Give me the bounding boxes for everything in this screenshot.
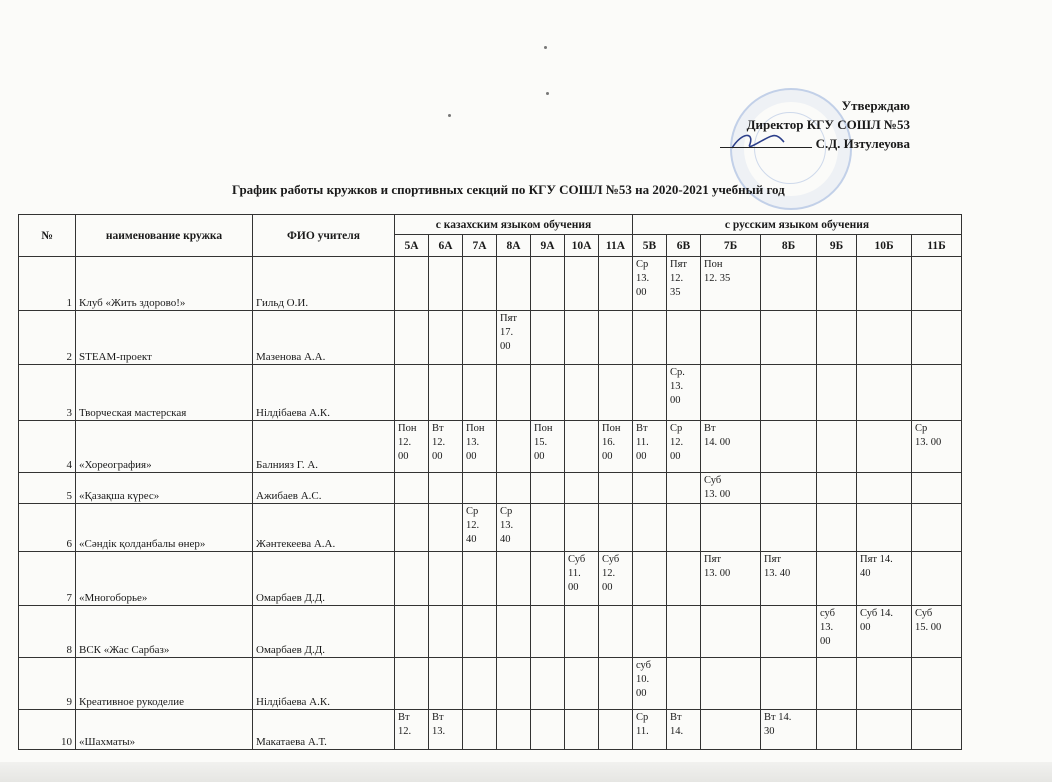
schedule-cell (701, 504, 761, 552)
schedule-cell (912, 710, 962, 750)
schedule-cell: Ср. 13. 00 (667, 365, 701, 421)
row-number: 2 (19, 311, 76, 365)
schedule-cell (463, 257, 497, 311)
schedule-cell (761, 311, 817, 365)
schedule-cell (565, 504, 599, 552)
approval-heading: Утверждаю (841, 98, 910, 113)
row-number: 1 (19, 257, 76, 311)
schedule-cell (857, 257, 912, 311)
schedule-cell: Пон 16. 00 (599, 421, 633, 473)
row-number: 7 (19, 552, 76, 606)
schedule-cell (531, 504, 565, 552)
table-row (19, 365, 962, 421)
schedule-cell (857, 658, 912, 710)
schedule-cell (857, 311, 912, 365)
row-number: 3 (19, 365, 76, 421)
schedule-cell (565, 710, 599, 750)
header-class: 8А (497, 235, 531, 257)
schedule-cell: Суб 14. 00 (857, 606, 912, 658)
club-name: «Многоборье» (76, 552, 253, 606)
schedule-cell (761, 257, 817, 311)
club-name: Креативное рукоделие (76, 658, 253, 710)
schedule-cell (633, 473, 667, 504)
schedule-cell (599, 606, 633, 658)
schedule-cell (497, 365, 531, 421)
club-name: Творческая мастерская (76, 365, 253, 421)
schedule-cell: Ср 13. 00 (633, 257, 667, 311)
schedule-cell (633, 606, 667, 658)
header-teacher: ФИО учителя (253, 215, 395, 257)
schedule-cell (429, 606, 463, 658)
schedule-cell (531, 365, 565, 421)
schedule-cell (817, 365, 857, 421)
schedule-cell: суб 10. 00 (633, 658, 667, 710)
schedule-cell (633, 311, 667, 365)
schedule-cell (463, 658, 497, 710)
schedule-cell (531, 710, 565, 750)
schedule-cell (429, 311, 463, 365)
schedule-cell (633, 552, 667, 606)
table-row (19, 658, 962, 710)
schedule-cell (463, 606, 497, 658)
row-number: 4 (19, 421, 76, 473)
schedule-cell (912, 311, 962, 365)
teacher-name: Ажибаев А.С. (253, 473, 395, 504)
teacher-name: Гильд О.И. (253, 257, 395, 311)
table-row (19, 606, 962, 658)
schedule-cell (395, 365, 429, 421)
schedule-cell: Ср 11. (633, 710, 667, 750)
schedule-cell (531, 658, 565, 710)
schedule-cell (497, 257, 531, 311)
row-number: 10 (19, 710, 76, 750)
teacher-name: Мазенова А.А. (253, 311, 395, 365)
schedule-cell: Ср 13. 40 (497, 504, 531, 552)
table-row (19, 552, 962, 606)
schedule-cell: Суб 12. 00 (599, 552, 633, 606)
schedule-cell (599, 257, 633, 311)
schedule-cell: Пон 12. 00 (395, 421, 429, 473)
schedule-cell (912, 658, 962, 710)
schedule-cell: Пят 12. 35 (667, 257, 701, 311)
row-number: 8 (19, 606, 76, 658)
schedule-cell: Вт 13. (429, 710, 463, 750)
schedule-cell: Пон 15. 00 (531, 421, 565, 473)
header-group-kazakh: с казахским языком обучения (395, 215, 633, 235)
schedule-cell (817, 710, 857, 750)
schedule-table (18, 214, 962, 750)
schedule-cell (912, 552, 962, 606)
schedule-cell (463, 473, 497, 504)
schedule-cell (497, 552, 531, 606)
schedule-cell: Пят 13. 00 (701, 552, 761, 606)
schedule-cell (633, 504, 667, 552)
table-row (19, 257, 962, 311)
schedule-cell: Вт 14. 00 (701, 421, 761, 473)
teacher-name: Нілдібаева А.К. (253, 658, 395, 710)
table-row (19, 311, 962, 365)
header-class: 5А (395, 235, 429, 257)
speck (448, 114, 451, 117)
schedule-cell (497, 421, 531, 473)
schedule-cell (599, 710, 633, 750)
header-num: № (19, 215, 76, 257)
schedule-cell (429, 365, 463, 421)
header-class: 7Б (701, 235, 761, 257)
schedule-cell: суб 13. 00 (817, 606, 857, 658)
schedule-cell (599, 658, 633, 710)
schedule-cell (395, 504, 429, 552)
table-row (19, 421, 962, 473)
schedule-cell (599, 504, 633, 552)
header-class: 9Б (817, 235, 857, 257)
scan-edge (0, 762, 1052, 782)
schedule-cell: Вт 14. 30 (761, 710, 817, 750)
header-class: 6В (667, 235, 701, 257)
table-row (19, 504, 962, 552)
header-class: 11Б (912, 235, 962, 257)
approval-block (700, 96, 910, 153)
teacher-name: Жәнтекеева А.А. (253, 504, 395, 552)
schedule-cell (857, 365, 912, 421)
schedule-cell (761, 606, 817, 658)
schedule-cell (497, 606, 531, 658)
schedule-cell (395, 257, 429, 311)
club-name: «Хореография» (76, 421, 253, 473)
schedule-cell (912, 365, 962, 421)
teacher-name: Нілдібаева А.К. (253, 365, 395, 421)
schedule-cell (667, 473, 701, 504)
schedule-cell (817, 311, 857, 365)
club-name: «Сәндік қолданбалы өнер» (76, 504, 253, 552)
schedule-cell (395, 606, 429, 658)
schedule-cell (701, 710, 761, 750)
row-number: 9 (19, 658, 76, 710)
row-number: 5 (19, 473, 76, 504)
schedule-cell (497, 710, 531, 750)
schedule-cell (667, 504, 701, 552)
schedule-cell (429, 473, 463, 504)
schedule-cell (817, 421, 857, 473)
schedule-cell (912, 504, 962, 552)
schedule-cell (599, 311, 633, 365)
schedule-cell (395, 473, 429, 504)
club-name: Клуб «Жить здорово!» (76, 257, 253, 311)
speck (544, 46, 547, 49)
header-class: 5В (633, 235, 667, 257)
row-number: 6 (19, 504, 76, 552)
schedule-cell (497, 473, 531, 504)
schedule-cell: Пон 13. 00 (463, 421, 497, 473)
speck (546, 92, 549, 95)
schedule-cell (857, 504, 912, 552)
schedule-cell (599, 473, 633, 504)
schedule-cell (463, 311, 497, 365)
schedule-cell (701, 311, 761, 365)
schedule-cell (817, 473, 857, 504)
approval-signer: С.Д. Изтулеуова (815, 136, 910, 151)
approval-position: Директор КГУ СОШЛ №53 (746, 117, 910, 132)
schedule-cell (565, 658, 599, 710)
schedule-cell (857, 421, 912, 473)
schedule-cell (463, 552, 497, 606)
schedule-cell (395, 311, 429, 365)
header-class: 8Б (761, 235, 817, 257)
schedule-cell: Пят 14. 40 (857, 552, 912, 606)
schedule-cell (565, 311, 599, 365)
schedule-cell (429, 504, 463, 552)
schedule-cell (531, 473, 565, 504)
schedule-cell (463, 365, 497, 421)
schedule-cell: Вт 12. (395, 710, 429, 750)
header-club-name: наименование кружка (76, 215, 253, 257)
schedule-cell (667, 606, 701, 658)
schedule-cell (701, 658, 761, 710)
schedule-cell (857, 473, 912, 504)
schedule-cell (912, 257, 962, 311)
header-class: 9А (531, 235, 565, 257)
club-name: STEAM-проект (76, 311, 253, 365)
table-row (19, 710, 962, 750)
header-class: 7А (463, 235, 497, 257)
schedule-cell (565, 606, 599, 658)
schedule-cell: Суб 11. 00 (565, 552, 599, 606)
schedule-cell: Суб 13. 00 (701, 473, 761, 504)
club-name: «Шахматы» (76, 710, 253, 750)
schedule-cell: Вт 14. (667, 710, 701, 750)
schedule-cell: Суб 15. 00 (912, 606, 962, 658)
schedule-cell: Вт 11. 00 (633, 421, 667, 473)
schedule-cell (701, 606, 761, 658)
schedule-cell (761, 504, 817, 552)
schedule-cell (761, 421, 817, 473)
schedule-cell: Пят 13. 40 (761, 552, 817, 606)
schedule-cell (817, 552, 857, 606)
club-name: «Қазақша күрес» (76, 473, 253, 504)
teacher-name: Макатаева А.Т. (253, 710, 395, 750)
schedule-cell (761, 365, 817, 421)
schedule-cell (817, 257, 857, 311)
schedule-cell (565, 257, 599, 311)
schedule-cell (497, 658, 531, 710)
schedule-cell (817, 658, 857, 710)
approval-signature-line (700, 134, 910, 153)
schedule-cell (912, 473, 962, 504)
schedule-cell: Пон 12. 35 (701, 257, 761, 311)
schedule-cell (429, 658, 463, 710)
table-row (19, 473, 962, 504)
schedule-cell (395, 552, 429, 606)
header-class: 10А (565, 235, 599, 257)
schedule-cell: Ср 13. 00 (912, 421, 962, 473)
teacher-name: Омарбаев Д.Д. (253, 552, 395, 606)
schedule-cell (817, 504, 857, 552)
schedule-cell (531, 311, 565, 365)
header-row-groups (19, 215, 962, 235)
teacher-name: Омарбаев Д.Д. (253, 606, 395, 658)
schedule-cell (565, 365, 599, 421)
schedule-cell (565, 473, 599, 504)
schedule-cell (667, 552, 701, 606)
schedule-cell (599, 365, 633, 421)
schedule-cell (761, 658, 817, 710)
header-group-russian: с русским языком обучения (633, 215, 962, 235)
schedule-cell (395, 658, 429, 710)
schedule-cell (429, 257, 463, 311)
document-title: График работы кружков и спортивных секций по КГУ СОШЛ №53 на 2020-2021 учебный год (232, 182, 785, 197)
schedule-cell (667, 311, 701, 365)
club-name: ВСК «Жас Сарбаз» (76, 606, 253, 658)
schedule-cell (531, 257, 565, 311)
schedule-cell (463, 710, 497, 750)
header-class: 6А (429, 235, 463, 257)
schedule-cell: Ср 12. 00 (667, 421, 701, 473)
schedule-cell (531, 606, 565, 658)
schedule-cell (857, 710, 912, 750)
schedule-cell (565, 421, 599, 473)
teacher-name: Балнияз Г. А. (253, 421, 395, 473)
schedule-cell (667, 658, 701, 710)
schedule-cell (531, 552, 565, 606)
schedule-cell: Пят 17. 00 (497, 311, 531, 365)
schedule-cell (429, 552, 463, 606)
schedule-cell: Вт 12. 00 (429, 421, 463, 473)
header-class: 10Б (857, 235, 912, 257)
schedule-cell (633, 365, 667, 421)
schedule-cell (701, 365, 761, 421)
schedule-cell: Ср 12. 40 (463, 504, 497, 552)
header-class: 11А (599, 235, 633, 257)
schedule-cell (761, 473, 817, 504)
